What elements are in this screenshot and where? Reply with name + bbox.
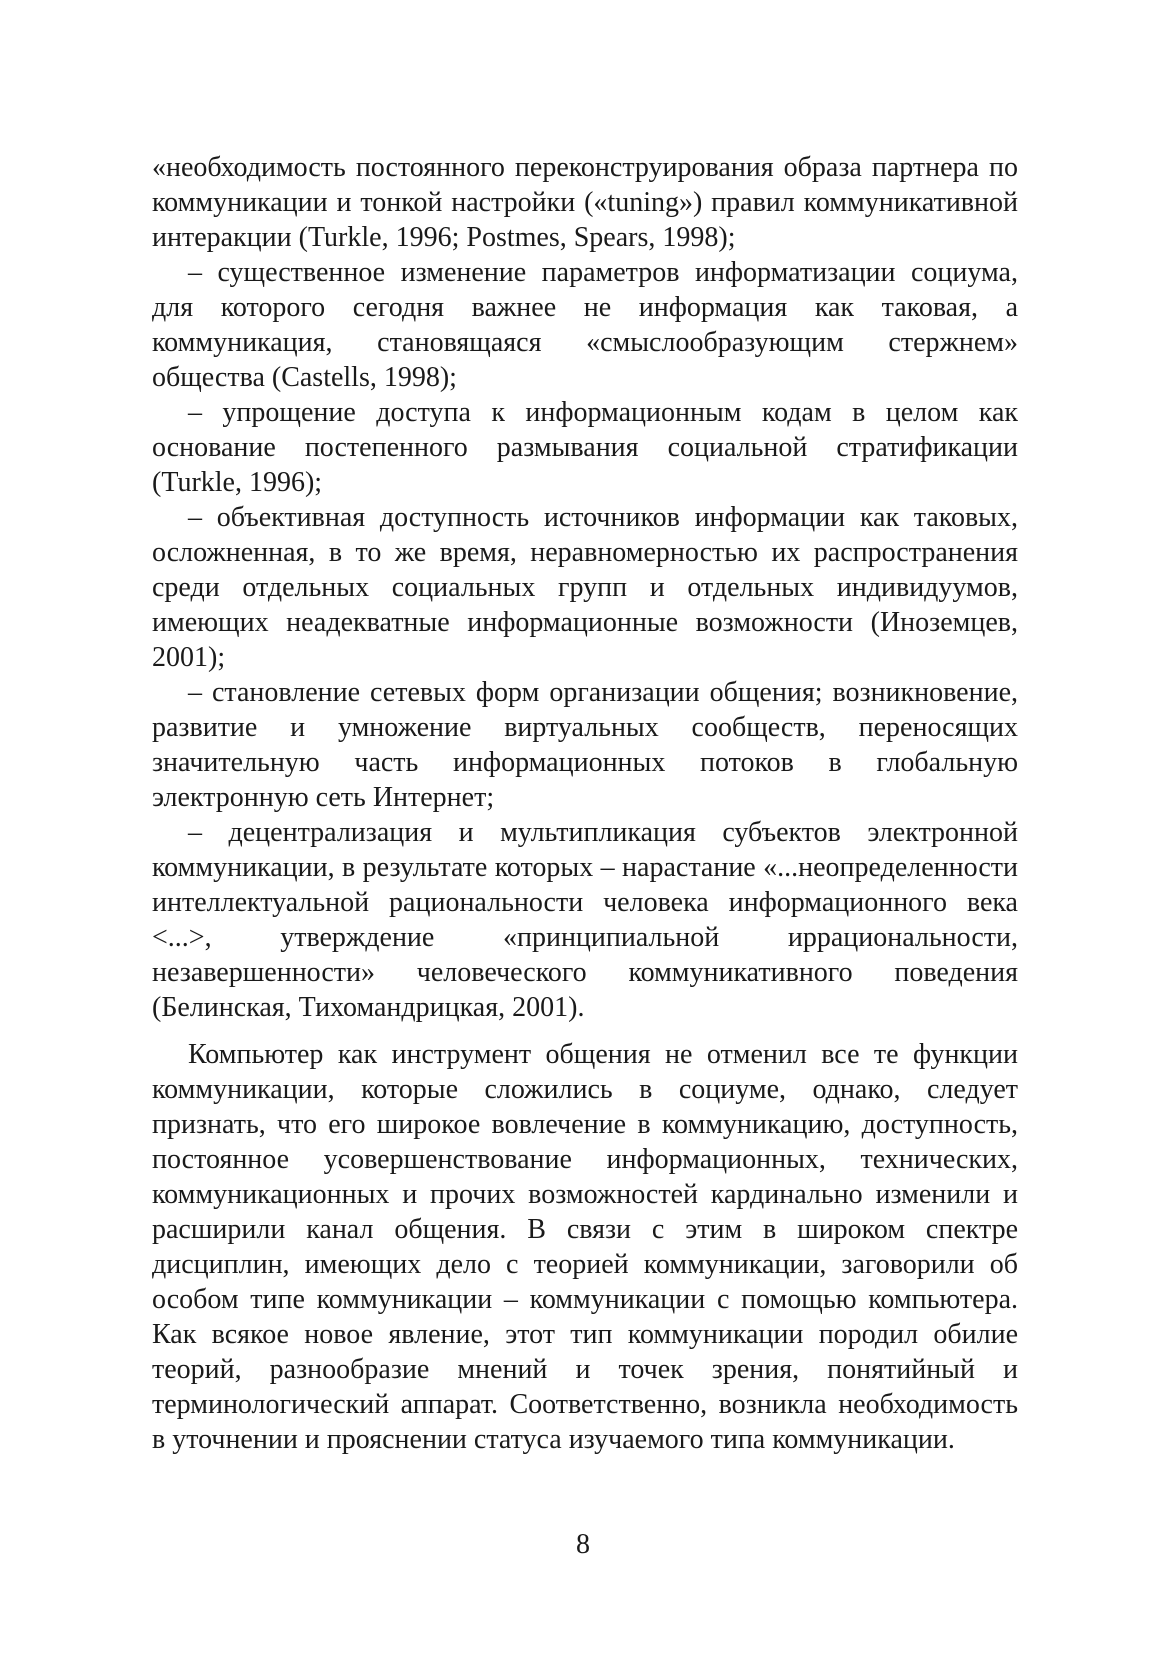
paragraph-continuation: «необходимость постоянного переконструирования образа партнера по коммуникации и тонкой настройки («tuning») правил коммуникативной интеракции (Turkle, 1996; Postmes, Spears, 1998); bbox=[152, 152, 1018, 253]
page-number: 8 bbox=[576, 1529, 590, 1560]
list-item-informatization: – существенное изменение параметров информатизации социума, для которого сегодня важнее не информация как таковая, а коммуникация, становящаяся «смыслообразующим стержнем» общества (Castells, 1998); bbox=[152, 257, 1018, 393]
list-item-access-simplification: – упрощение доступа к информационным кодам в целом как основание постепенного размывания социальной стратификации (Turkle, 1996); bbox=[152, 397, 1018, 498]
list-item-network-forms: – становление сетевых форм организации общения; возникновение, развитие и умножение виртуальных сообществ, переносящих значительную часть информационных потоков в глобальную электронную сеть Интернет; bbox=[152, 677, 1018, 813]
list-item-source-availability: – объективная доступность источников информации как таковых, осложненная, в то же время, неравномерностью их распространения среди отдельных социальных групп и отдельных индивидуумов, имеющих неадекватные информационные возможности (Иноземцев, 2001); bbox=[152, 502, 1018, 673]
body-text bbox=[152, 150, 1018, 1457]
list-item-decentralization: – децентрализация и мультипликация субъектов электронной коммуникации, в результате которых – нарастание «...неопределенности интеллектуальной рациональности человека информационного века <...>, утверждение «принципиальной иррациональности, незавершенности» человеческого коммуникативного поведения (Белинская, Тихомандрицкая, 2001). bbox=[152, 817, 1018, 1023]
paragraph-computer-communication: Компьютер как инструмент общения не отменил все те функции коммуникации, которые сложились в социуме, однако, следует признать, что его широкое вовлечение в коммуникацию, доступность, постоянное усовершенствование информационных, технических, коммуникационных и прочих возможностей кардинально изменили и расширили канал общения. В связи с этим в широком спектре дисциплин, имеющих дело с теорией коммуникации, заговорили об особом типе коммуникации – коммуникации с помощью компьютера. Как всякое новое явление, этот тип коммуникации породил обилие теорий, разнообразие мнений и точек зрения, понятийный и терминологический аппарат. Соответственно, возникла необходимость в уточнении и прояснении статуса изучаемого типа коммуникации. bbox=[152, 1039, 1018, 1455]
